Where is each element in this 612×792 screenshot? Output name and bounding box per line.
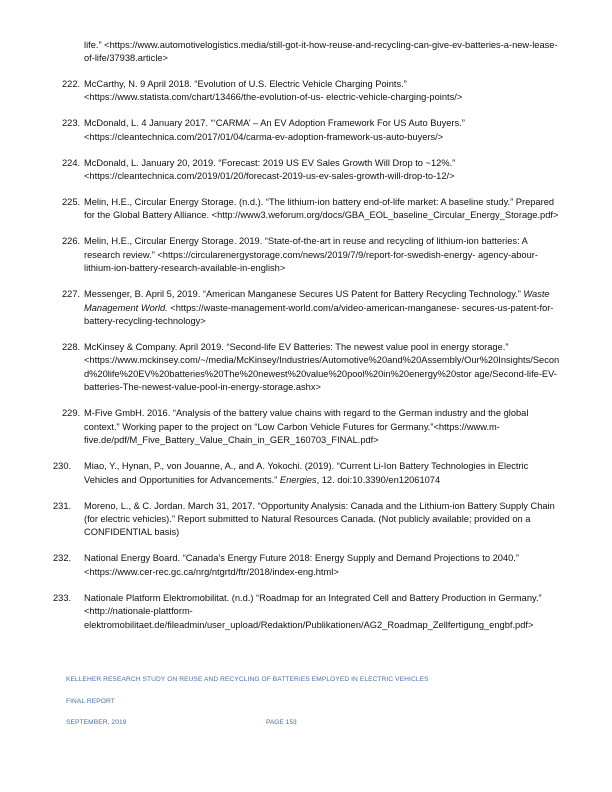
reference-text: McCarthy, N. 9 April 2018. “Evolution of U.S. Electric Vehicle Charging Points.” <https://www.statista.com/chart/13466/the-evolution-of-us- electric-vehicle-charging-points/> <box>84 78 463 103</box>
reference-number: 232. <box>53 553 72 564</box>
reference-item-228 <box>62 341 562 395</box>
reference-item-232 <box>53 552 562 579</box>
reference-journal: Waste Management World. <box>84 289 550 313</box>
reference-item-230 <box>53 460 562 487</box>
reference-doi: , 12. doi:10.3390/en12061074 <box>316 474 441 485</box>
reference-number: 233. <box>53 592 72 603</box>
reference-item-233 <box>53 592 562 632</box>
reference-item-224 <box>62 157 562 184</box>
reference-text: Melin, H.E., Circular Energy Storage. (n.d.). “The lithium-ion battery end-of-life market: A baseline study.” Prepared for the Global Battery Alliance. <http://www3.weforum.org/docs/GBA_EOL_baseline_Circular_Energy_Storage.pdf> <box>84 197 559 221</box>
reference-text: Nationale Platform Elektromobilitat. (n.d.) “Roadmap for an Integrated Cell and Battery Production in Germany.” <http://nationale-plattform-elektromobilitaet.de/fileadmin/user_upload/Redaktion/Publikationen/AG2_Roadmap_Zellfertigung_engbf.pdf> <box>84 592 542 630</box>
reference-item-226 <box>62 235 562 275</box>
reference-item-222 <box>62 78 562 105</box>
footer-title: KELLEHER RESEARCH STUDY ON REUSE AND RECYCLING OF BATTERIES EMPLOYED IN ELECTRIC VEHICLES <box>66 676 429 683</box>
reference-text: McDonald, L. January 20, 2019. “Forecast: 2019 US EV Sales Growth Will Drop to ~12%.” <https://cleantechnica.com/2019/01/20/forecast-2019-us-ev-sales-growth-will-drop-to-12/> <box>84 157 456 182</box>
reference-list <box>53 39 562 645</box>
reference-text <box>84 288 562 328</box>
reference-number: 223. <box>62 118 81 129</box>
reference-url: <https://waste-management-world.com/a/video-american-manganese- secures-us-patent-for-battery-recycling-technology> <box>84 302 554 327</box>
reference-text: National Energy Board. “Canada’s Energy Future 2018: Energy Supply and Demand Projections to 2040.” <https://www.cer-rec.gc.ca/nrg/ntgrtd/ftr/2018/index-eng.html> <box>84 553 519 577</box>
reference-text: M-Five GmbH. 2016. “Analysis of the battery value chains with regard to the German industry and the global context.” Working paper to the project on “Low Carbon Vehicle Futures for Germany.”<https://www.m-five.de/pdf/M_Five_Battery_Value_Chain_in_GER_160703_FINAL.pdf> <box>84 408 529 446</box>
reference-continuation-text: life.” <https://www.automotivelogistics.media/still-got-it-how-reuse-and-recycling-can-give-ev-batteries-a-new-lease-of-life/37938.article> <box>84 40 558 64</box>
reference-continuation <box>62 39 562 66</box>
footer-page-number: PAGE 153 <box>266 719 297 726</box>
reference-journal: Energies <box>279 474 317 485</box>
reference-number: 228. <box>62 342 81 353</box>
reference-item-227 <box>62 288 562 328</box>
reference-number: 227. <box>62 289 81 300</box>
reference-text: McDonald, L. 4 January 2017. “‘CARMA’ – An EV Adoption Framework For US Auto Buyers.” <https://cleantechnica.com/2017/01/04/carma-ev-adoption-framework-us-auto-buyers/> <box>84 118 465 142</box>
reference-number: 231. <box>53 500 72 511</box>
reference-item-225 <box>62 196 562 223</box>
reference-number: 222. <box>62 78 81 89</box>
reference-number: 225. <box>62 197 81 208</box>
footer-date: SEPTEMBER, 2019 <box>66 719 127 726</box>
reference-text-main: Miao, Y., Hynan, P., von Jouanne, A., and A. Yokochi. (2019). “Current Li-Ion Battery Technologies in Electric Vehicles and Opportunities for Advancements.” <box>84 461 529 485</box>
reference-number: 229. <box>62 408 81 419</box>
reference-item-229 <box>62 407 562 447</box>
reference-text: Melin, H.E., Circular Energy Storage. 2019. “State-of-the-art in reuse and recycling of lithium-ion batteries: A research review.” <https://circularenergystorage.com/news/2019/7/9/report-for-swedish-energy- agency-abour-lithium-ion-battery-research-available-in-english> <box>84 236 538 274</box>
reference-text: McKinsey & Company. April 2019. “Second-life EV Batteries: The newest value pool in energy storage.” <https://www.mckinsey.com/~/media/McKinsey/Industries/Automotive%20and%20Assembly/Our%20Insights/Second%20life%20EV%20batteries%20The%20newest%20value%20pool%20in%20energy%20stor age/Second-life-EV-batteries-The-newest-value-pool-in-energy-storage.ashx> <box>84 342 560 393</box>
reference-number: 224. <box>62 157 81 168</box>
reference-item-223 <box>62 117 562 144</box>
reference-number: 226. <box>62 236 81 247</box>
reference-text-main: Messenger, B. April 5, 2019. “American Manganese Secures US Patent for Battery Recycling Technology.” <box>84 289 524 300</box>
reference-text <box>84 460 562 487</box>
reference-number: 230. <box>53 461 72 472</box>
footer-report-label: FINAL REPORT <box>66 698 115 705</box>
reference-text: Moreno, L., & C. Jordan. March 31, 2017. “Opportunity Analysis: Canada and the Lithium-ion Battery Supply Chain (for electric vehicles).” Report submitted to Natural Resources Canada. (Not publicly available; provided on a CONFIDENTIAL basis) <box>84 500 555 538</box>
reference-item-231 <box>53 500 562 540</box>
